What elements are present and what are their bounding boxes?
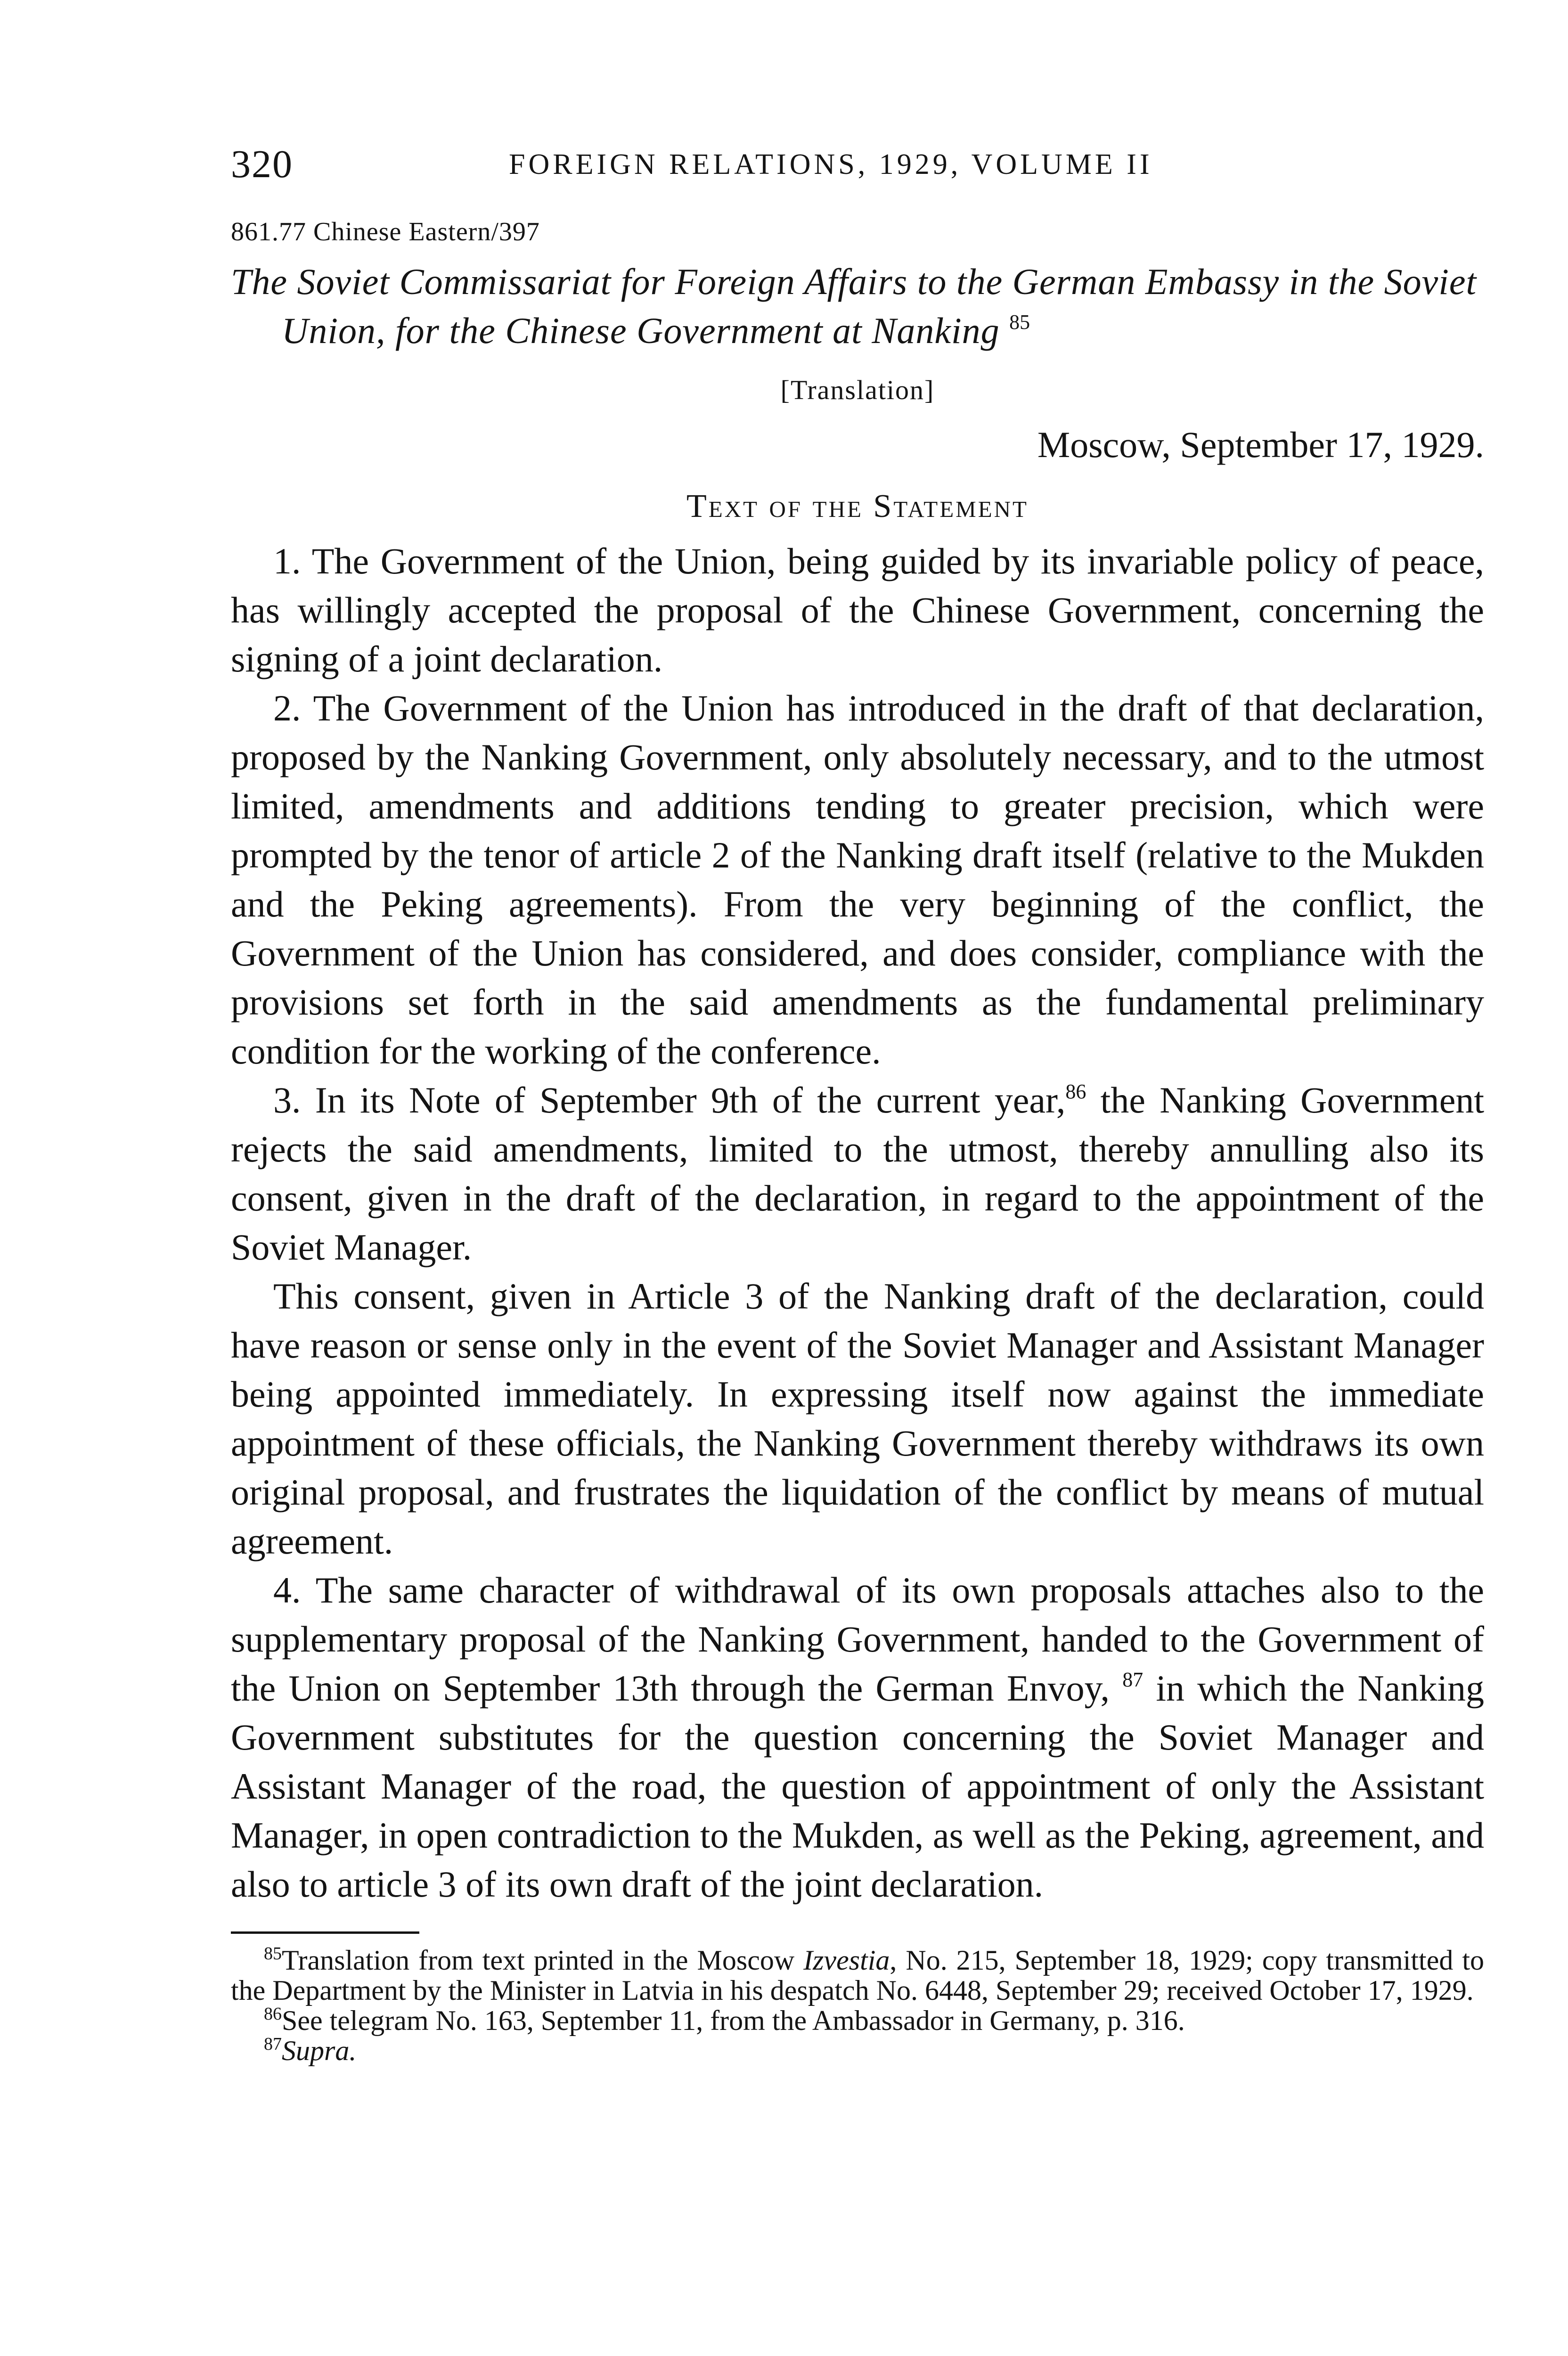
footnote-86 <box>231 2005 1484 2036</box>
document-page <box>231 141 1484 2066</box>
document-title-text: The Soviet Commissariat for Foreign Affairs to the German Embassy in the Soviet Union, for the Chinese Government at Nanking <box>231 261 1477 351</box>
paragraph-text: the Nanking Government rejects the said amendments, limited to the utmost, thereby annulling also its consent, given in the draft of the declaration, in regard to the appointment of the Soviet Manager. <box>231 1080 1485 1268</box>
footnote-marker: 85 <box>264 1944 282 1963</box>
footnote-ref-86: 86 <box>1065 1080 1086 1103</box>
paragraph-text: 2. The Government of the Union has introduced in the draft of that declaration, proposed by the Nanking Government, only absolutely necessary, and to the utmost limited, amendments and additions tending to greater precision, which were prompted by the tenor of article 2 of the Nanking draft itself (relative to the Mukden and the Peking agreements). From the very beginning of the conflict, the Government of the Union has considered, and does consider, compliance with the provisions set forth in the said amendments as the fundamental preliminary condition for the working of the conference. <box>231 687 1484 1072</box>
footnote-text-part: See telegram No. 163, September 11, from the Ambassador in Germany, p. 316. <box>282 2005 1185 2036</box>
paragraph-text: in which the Nanking Government substitutes for the question concerning the Soviet Manager and Assistant Manager of the road, the question of appointment of only the Assistant Manager, in open contradiction to the Mukden, as well as the Peking, agreement, and also to article 3 of its own draft of the joint declaration. <box>231 1668 1485 1905</box>
footnote-text <box>231 1945 1484 2006</box>
body-text <box>231 537 1484 1909</box>
footnotes <box>231 1945 1484 2066</box>
footnote-ref-87: 87 <box>1122 1668 1143 1691</box>
footnote-divider <box>231 1931 419 1934</box>
footnote-italic-text: Supra. <box>282 2035 357 2066</box>
footnote-marker: 87 <box>264 2034 282 2054</box>
footnote-marker: 86 <box>264 2004 282 2024</box>
footnote-ref-85: 85 <box>1009 311 1030 334</box>
paragraph-3-continued <box>231 1272 1484 1566</box>
footnote-italic-text: Izvestia <box>803 1945 890 1976</box>
page-number: 320 <box>231 142 293 186</box>
paragraph-4 <box>231 1566 1484 1909</box>
file-number: 861.77 Chinese Eastern/397 <box>231 217 540 246</box>
paragraph-text: 1. The Government of the Union, being guided by its invariable policy of peace, has willingly accepted the proposal of the Chinese Government, concerning the signing of a joint declaration. <box>231 540 1484 679</box>
paragraph-text: This consent, given in Article 3 of the Nanking draft of the declaration, could have reason or sense only in the event of the Soviet Manager and Assistant Manager being appointed immediately. In expressing itself now against the immediate appointment of these officials, the Nanking Government thereby withdraws its own original proposal, and frustrates the liquidation of the conflict by means of mutual agreement. <box>231 1276 1484 1562</box>
dateline: Moscow, September 17, 1929. <box>1037 424 1484 465</box>
paragraph-text: 4. The same character of withdrawal of its own proposals attaches also to the supplementary proposal of the Nanking Government, handed to the Government of the Union on September 13th through the German Envoy, <box>231 1570 1484 1709</box>
paragraph-1 <box>231 537 1484 684</box>
paragraph-text: 3. In its Note of September 9th of the current year, <box>273 1080 1066 1121</box>
paragraph-2 <box>231 684 1484 1076</box>
section-heading: Text of the Statement <box>686 488 1029 524</box>
running-head <box>231 141 1484 198</box>
document-title <box>231 257 1484 355</box>
footnote-87 <box>231 2036 1484 2066</box>
footnote-text <box>282 2035 356 2066</box>
paragraph-3 <box>231 1076 1484 1272</box>
translation-note: [Translation] <box>780 375 935 405</box>
running-head-title: FOREIGN RELATIONS, 1929, VOLUME II <box>509 148 1153 180</box>
footnote-text-part: , No. 215, September 18, 1929; copy transmitted to the Department by the Minister in Latvia in his despatch No. 6448, September 29; received October 17, 1929. <box>231 1945 1484 2006</box>
footnote-85 <box>231 1945 1484 2005</box>
footnote-text <box>282 2005 1185 2036</box>
footnote-text-part: Translation from text printed in the Moscow <box>282 1945 804 1976</box>
